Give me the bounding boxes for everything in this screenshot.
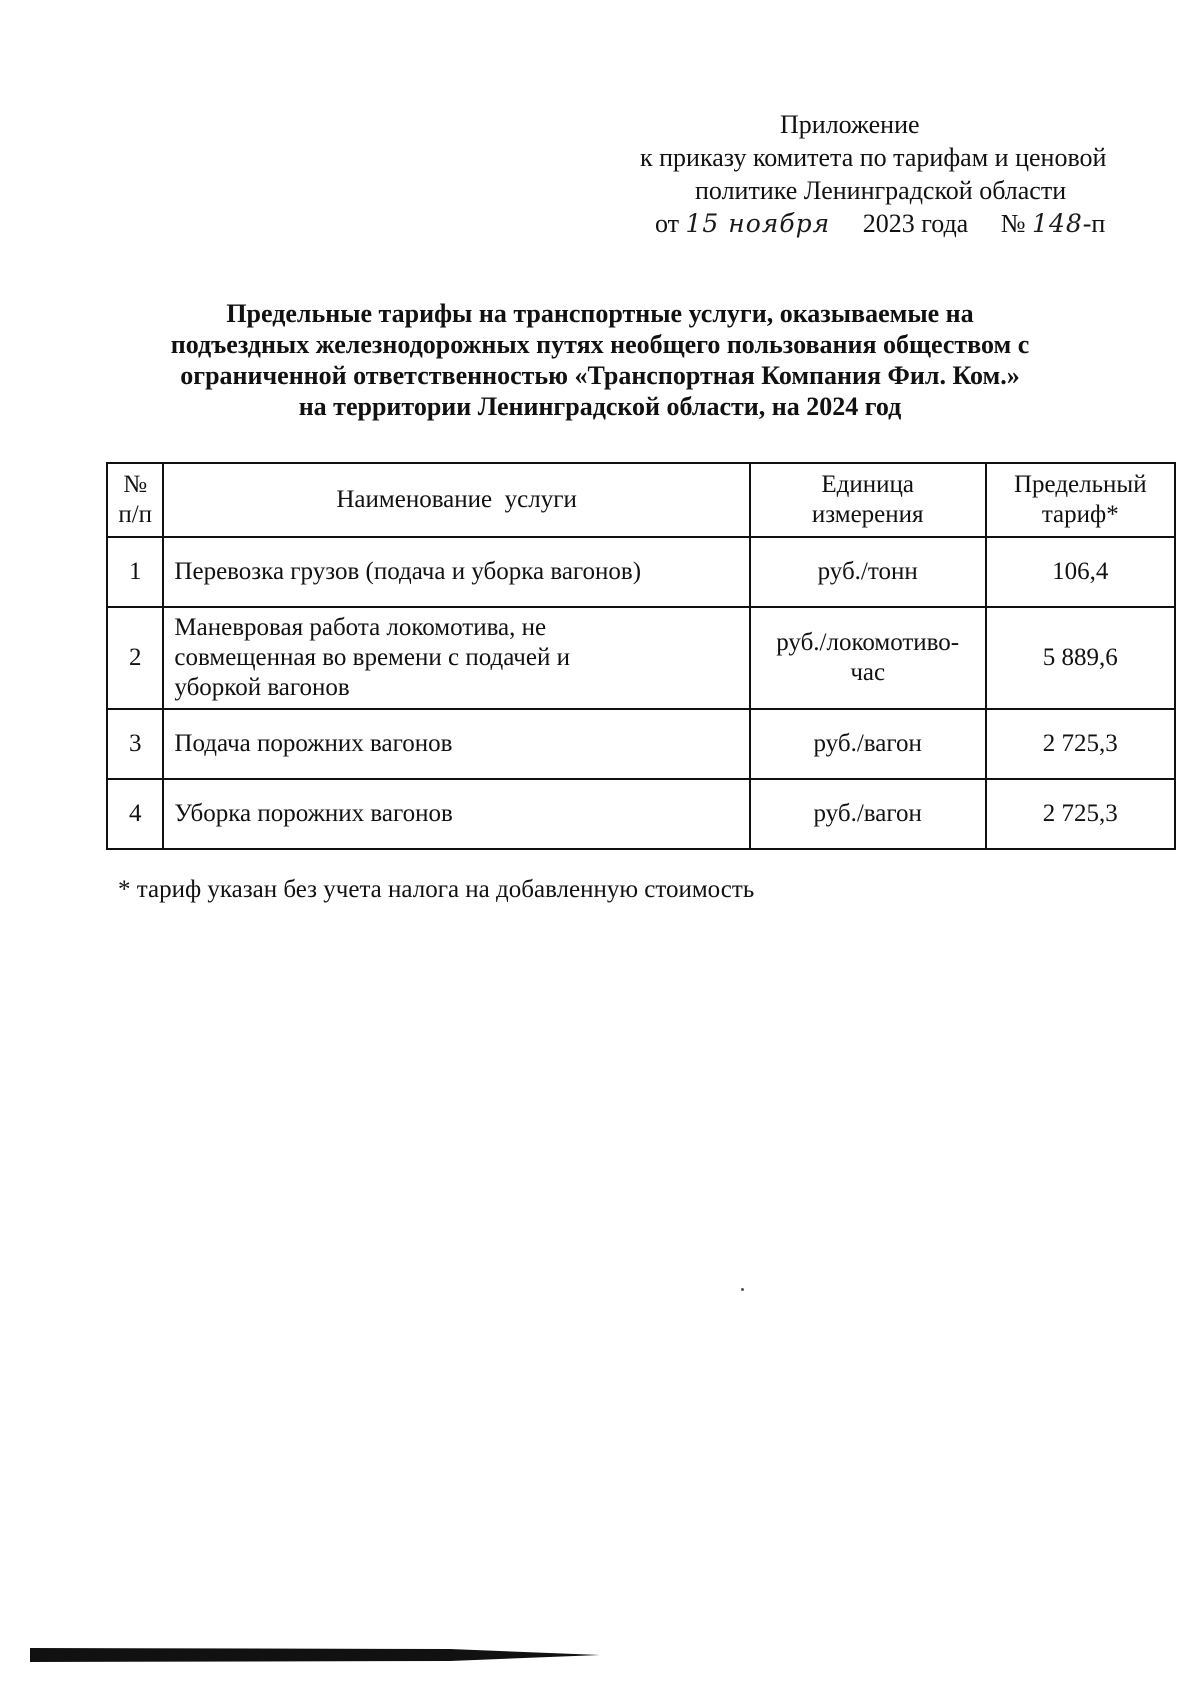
header-number — [107, 463, 163, 537]
service-name-line: Подача порожних вагонов — [174, 730, 453, 757]
table-row — [107, 537, 1175, 607]
unit-of-measure — [750, 779, 986, 849]
title-line-4: на территории Ленинградской области, на 2024 год — [298, 392, 902, 421]
date-prefix: от — [655, 209, 680, 238]
handwritten-date: 15 ноября — [685, 209, 831, 238]
header-unit — [750, 463, 986, 537]
table-row — [107, 607, 1175, 709]
unit-of-measure — [750, 607, 986, 709]
appendix-order-reference: к приказу комитета по тарифам и ценовой — [640, 143, 1107, 172]
table-row — [107, 709, 1175, 779]
appendix-header — [600, 108, 1160, 240]
scan-edge-bar — [30, 1647, 600, 1663]
row-number: 2 — [107, 607, 163, 709]
tariff-value: 2 725,3 — [986, 709, 1175, 779]
handwritten-number: 148 — [1032, 209, 1083, 238]
header-unit-line-1: Единица — [821, 471, 914, 498]
service-name-line: Перевозка грузов (подача и уборка вагонов) — [174, 558, 642, 585]
header-number-line-1: № — [123, 471, 148, 498]
title-line-3: ограниченной ответственностью «Транспортная Компания Фил. Ком.» — [180, 361, 1020, 390]
order-year: 2023 года — [862, 209, 969, 238]
unit-line: руб./локомотиво- — [776, 629, 960, 656]
tariff-value: 5 889,6 — [986, 607, 1175, 709]
service-name — [163, 779, 749, 849]
service-name — [163, 607, 749, 709]
tariffs-table — [106, 462, 1176, 850]
unit-line: руб./тонн — [817, 558, 918, 585]
appendix-date-line — [600, 207, 1160, 240]
appendix-title: Приложение — [780, 110, 920, 139]
tariff-value: 2 725,3 — [986, 779, 1175, 849]
service-name-line: уборкой вагонов — [174, 674, 350, 701]
service-name — [163, 537, 749, 607]
document-title — [90, 298, 1110, 422]
service-name — [163, 709, 749, 779]
service-name-line: совмещенная во времени с подачей и — [174, 644, 570, 671]
number-prefix: № — [1000, 209, 1026, 238]
title-line-1: Предельные тарифы на транспортные услуги, оказываемые на — [226, 299, 974, 328]
scan-speck — [741, 1288, 744, 1291]
row-number: 4 — [107, 779, 163, 849]
header-tariff — [986, 463, 1175, 537]
title-line-2: подъездных железнодорожных путях необщего пользования обществом с — [170, 330, 1030, 359]
row-number: 1 — [107, 537, 163, 607]
header-tariff-line-2: тариф* — [1041, 501, 1119, 528]
header-number-line-2: п/п — [118, 501, 153, 528]
unit-line: руб./вагон — [813, 730, 922, 757]
footnote: * тариф указан без учета налога на добавленную стоимость — [118, 876, 755, 903]
service-name-line: Уборка порожних вагонов — [174, 800, 453, 827]
header-service-name-text: Наименование услуги — [336, 486, 577, 513]
unit-line: час — [850, 659, 886, 686]
table-row — [107, 779, 1175, 849]
header-tariff-line-1: Предельный — [1014, 471, 1147, 498]
tariff-value: 106,4 — [986, 537, 1175, 607]
table-header-row — [107, 463, 1175, 537]
row-number: 3 — [107, 709, 163, 779]
unit-of-measure — [750, 537, 986, 607]
unit-of-measure — [750, 709, 986, 779]
service-name-line: Маневровая работа локомотива, не — [174, 614, 547, 641]
number-suffix: -п — [1082, 209, 1106, 238]
unit-line: руб./вагон — [813, 800, 922, 827]
header-service-name — [163, 463, 749, 537]
header-unit-line-2: измерения — [811, 501, 924, 528]
appendix-order-reference-cont: политике Ленинградской области — [695, 176, 1067, 205]
